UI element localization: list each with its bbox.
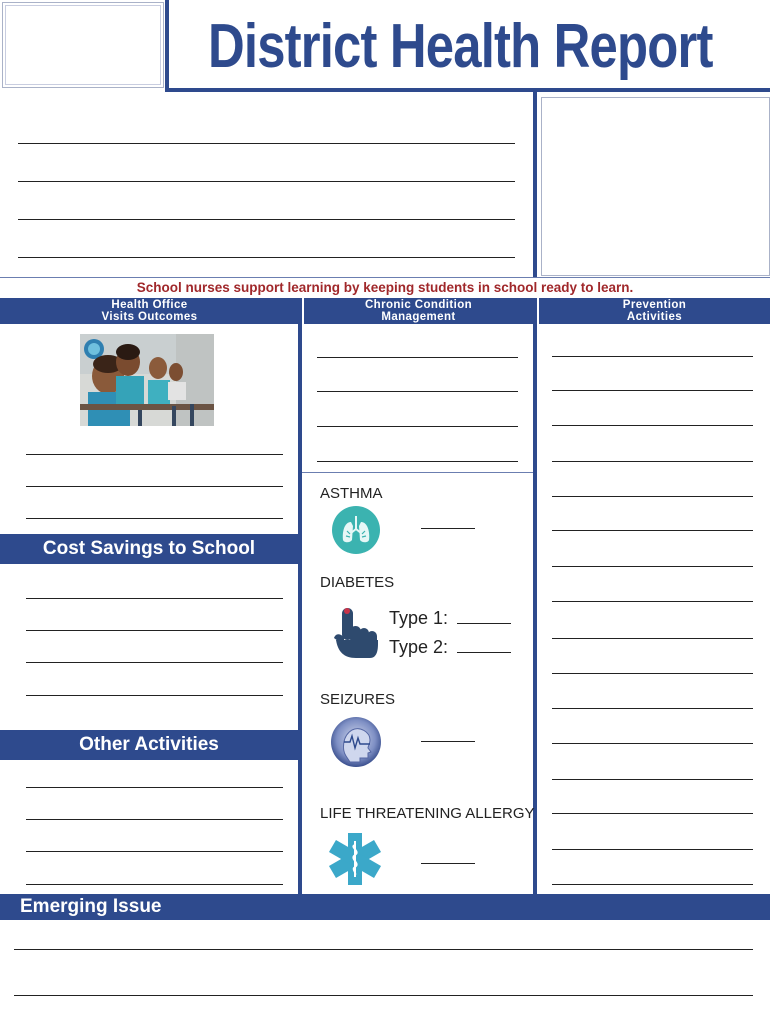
chronic-line[interactable] (317, 357, 518, 358)
info-line[interactable] (18, 257, 515, 258)
column-header-line: Management (381, 311, 456, 323)
type2-label: Type 2: (389, 637, 449, 657)
column-header-line: Chronic Condition (364, 298, 473, 311)
finger-pointing-icon (330, 600, 382, 667)
prevention-line[interactable] (552, 566, 753, 567)
prevention-line[interactable] (552, 849, 753, 850)
info-bottom-rule (0, 277, 770, 278)
cost-savings-line[interactable] (26, 695, 283, 696)
health-office-line[interactable] (26, 518, 283, 519)
section-other-activities: Other Activities (0, 730, 298, 760)
type2-field (389, 637, 511, 658)
prevention-line[interactable] (552, 884, 753, 885)
type1-label: Type 1: (389, 608, 449, 628)
type2-blank[interactable] (457, 652, 511, 653)
tagline: School nurses support learning by keeping students in school ready to learn. (136, 280, 634, 295)
prevention-line[interactable] (552, 638, 753, 639)
students-photo (80, 334, 214, 426)
section-emerging-issue (0, 894, 770, 920)
emerging-issue-label: Emerging Issue (20, 896, 162, 917)
cost-savings-line[interactable] (26, 662, 283, 663)
header-divider (165, 0, 169, 92)
info-line[interactable] (18, 219, 515, 220)
column-header-line: Health Office (111, 298, 188, 311)
column-header-line: Prevention (622, 298, 687, 311)
asthma-label: ASTHMA (320, 485, 383, 502)
cost-savings-line[interactable] (26, 630, 283, 631)
prevention-line[interactable] (552, 708, 753, 709)
section-cost-savings: Cost Savings to School (0, 534, 298, 564)
prevention-line[interactable] (552, 356, 753, 357)
other-activities-line[interactable] (26, 819, 283, 820)
prevention-line[interactable] (552, 779, 753, 780)
prevention-line[interactable] (552, 530, 753, 531)
prevention-line[interactable] (552, 390, 753, 391)
page-title: District Health Report (208, 12, 713, 81)
info-divider (533, 92, 537, 278)
column-header-chronic (304, 298, 533, 324)
column-header-line: Visits Outcomes (101, 311, 198, 323)
star-of-life-icon (327, 831, 383, 892)
logo-placeholder-box (2, 2, 164, 88)
other-activities-line[interactable] (26, 787, 283, 788)
cost-savings-line[interactable] (26, 598, 283, 599)
column-header-health-office (0, 298, 299, 324)
chronic-line[interactable] (317, 426, 518, 427)
prevention-line[interactable] (552, 601, 753, 602)
seizures-count-line[interactable] (421, 741, 475, 742)
brain-head-icon (330, 716, 382, 773)
emerging-issue-line[interactable] (14, 995, 753, 996)
chronic-line[interactable] (317, 461, 518, 462)
allergy-label: LIFE THREATENING ALLERGY (320, 805, 535, 822)
column-divider (298, 298, 302, 894)
chronic-line[interactable] (317, 391, 518, 392)
diabetes-label: DIABETES (320, 574, 395, 591)
prevention-line[interactable] (552, 813, 753, 814)
asthma-count-line[interactable] (421, 528, 475, 529)
prevention-line[interactable] (552, 461, 753, 462)
column-header-line: Activities (626, 311, 683, 323)
type1-blank[interactable] (457, 623, 511, 624)
column-header-prevention (539, 298, 770, 324)
other-activities-line[interactable] (26, 884, 283, 885)
prevention-line[interactable] (552, 673, 753, 674)
info-line[interactable] (18, 181, 515, 182)
prevention-line[interactable] (552, 425, 753, 426)
type1-field (389, 608, 511, 629)
photo-placeholder-box (541, 97, 770, 276)
health-office-line[interactable] (26, 454, 283, 455)
allergy-count-line[interactable] (421, 863, 475, 864)
lungs-icon (331, 505, 381, 560)
other-activities-line[interactable] (26, 851, 283, 852)
chronic-divider (302, 472, 533, 473)
info-line[interactable] (18, 143, 515, 144)
emerging-issue-line[interactable] (14, 949, 753, 950)
prevention-line[interactable] (552, 496, 753, 497)
prevention-line[interactable] (552, 743, 753, 744)
health-office-line[interactable] (26, 486, 283, 487)
seizures-label: SEIZURES (320, 691, 396, 708)
